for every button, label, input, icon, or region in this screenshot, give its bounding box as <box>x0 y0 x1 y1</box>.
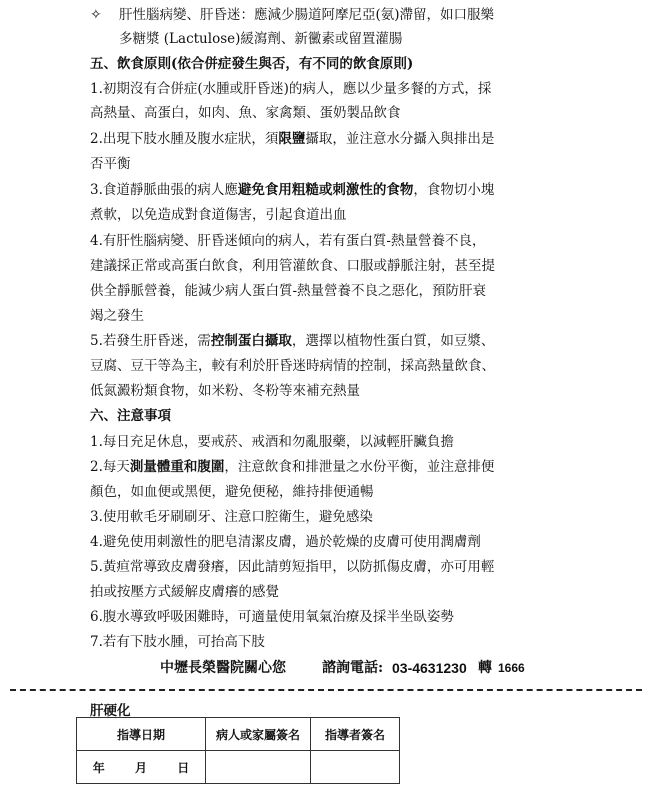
date-month-label: 月 <box>134 760 147 775</box>
signature-table <box>76 717 400 784</box>
s5-item2-emphasis: 限鹽 <box>278 131 306 147</box>
s5-item5-emphasis: 控制蛋白攝取 <box>210 333 292 349</box>
s5-item4-line4: 竭之發生 <box>90 308 144 324</box>
s5-item5-text-c: ，選擇以植物性蛋白質，如豆漿、 <box>291 333 495 349</box>
section-6-heading: 六、注意事項 <box>90 408 171 424</box>
s5-item3-text-a: 3.食道靜脈曲張的病人應 <box>90 182 238 198</box>
s6-item4: 4.避免使用刺激性的肥皂清潔皮膚，過於乾燥的皮膚可使用潤膚劑 <box>90 534 481 550</box>
extension-label: 轉 <box>478 660 492 676</box>
s5-item2-text-c: 攝取，並注意水分攝入與排出是 <box>305 131 495 147</box>
s5-item1-line1: 1.初期沒有合併症(水腫或肝昏迷)的病人，應以少量多餐的方式，採 <box>90 81 492 97</box>
s5-item5-line3: 低氮澱粉類食物，如米粉、冬粉等來補充熱量 <box>90 383 360 399</box>
s5-item3-line2: 煮軟，以免造成對食道傷害，引起食道出血 <box>90 207 347 223</box>
s5-item1-line2: 高熱量、高蛋白，如肉、魚、家禽類、蛋奶製品飲食 <box>90 105 401 121</box>
s6-item1: 1.每日充足休息，要戒菸、戒酒和勿亂服藥，以減輕肝臟負擔 <box>90 434 454 450</box>
extension-number: 1666 <box>498 661 525 675</box>
contact-label: 諮詢電話: <box>322 660 384 676</box>
patient-signature-field[interactable] <box>206 751 311 784</box>
s6-item2-text-a: 2.每天 <box>90 459 130 475</box>
s5-item3-line1 <box>90 181 494 199</box>
date-field[interactable] <box>77 751 206 784</box>
s6-item7: 7.若有下肢水腫，可抬高下肢 <box>90 634 265 650</box>
s5-item4-line1: 4.有肝性腦病變、肝昏迷傾向的病人，若有蛋白質-熱量營養不良， <box>90 233 486 249</box>
date-year-label: 年 <box>92 760 105 775</box>
s5-item5-line1 <box>90 332 494 350</box>
s6-item3: 3.使用軟毛牙刷刷牙、注意口腔衛生，避免感染 <box>90 509 373 525</box>
s6-item2-line1 <box>90 458 494 476</box>
s5-item5-text-a: 5.若發生肝昏迷，需 <box>90 333 211 349</box>
s5-item4-line3: 供全靜脈營養，能減少病人蛋白質-熱量營養不良之惡化，預防肝衰 <box>90 283 487 299</box>
s5-item2-line1 <box>90 130 494 148</box>
s5-item3-text-c: ，食物切小塊 <box>413 182 495 198</box>
s6-item2-line2: 顏色，如血便或黑便，避免便秘，維持排便通暢 <box>90 484 374 500</box>
section-5-heading: 五、飲食原則(依合併症發生與否，有不同的飲食原則) <box>90 56 414 72</box>
hospital-name: 中壢長榮醫院關心您 <box>160 660 286 676</box>
instructor-signature-field[interactable] <box>311 751 400 784</box>
s6-item5-line2: 拍或按壓方式緩解皮膚癢的感覺 <box>90 584 279 600</box>
bullet-text-line-2: 多糖漿 (Lactulose)緩瀉劑、新黴素或留置灌腸 <box>119 31 403 47</box>
s5-item3-emphasis: 避免食用粗糙或刺激性的食物 <box>237 182 414 198</box>
table-header-row <box>77 718 400 751</box>
date-day-label: 日 <box>177 760 190 775</box>
header-guidance-date: 指導日期 <box>77 718 206 751</box>
s6-item2-emphasis: 測量體重和腹圍 <box>129 459 225 475</box>
s6-item5-line1: 5.黃疸常導致皮膚發癢，因此請剪短指甲，以防抓傷皮膚，亦可用輕 <box>90 559 495 575</box>
diamond-bullet-icon: ✧ <box>90 7 102 23</box>
footer-contact <box>160 659 580 679</box>
s5-item2-line2: 否平衡 <box>90 156 131 172</box>
phone-number: 03-4631230 <box>392 660 467 676</box>
s6-item2-text-c: ，注意飲食和排泄量之水份平衡，並注意排便 <box>224 459 495 475</box>
form-title: 肝硬化 <box>90 703 131 719</box>
header-patient-signature: 病人或家屬簽名 <box>206 718 311 751</box>
dashed-cut-line <box>10 689 642 691</box>
s5-item2-text-a: 2.出現下肢水腫及腹水症狀，須 <box>90 131 279 147</box>
s5-item4-line2: 建議採正常或高蛋白飲食，利用管灌飲食、口服或靜脈注射，甚至提 <box>90 258 495 274</box>
table-row <box>77 751 400 784</box>
s6-item6: 6.腹水導致呼吸困難時，可適量使用氧氣治療及採半坐臥姿勢 <box>90 609 454 625</box>
header-instructor-signature: 指導者簽名 <box>311 718 400 751</box>
s5-item5-line2: 豆腐、豆干等為主，較有利於肝昏迷時病情的控制，採高熱量飲食、 <box>90 358 495 374</box>
bullet-text-line-1: 肝性腦病變、肝昏迷：應減少腸道阿摩尼亞(氨)滯留，如口服樂 <box>119 7 495 23</box>
